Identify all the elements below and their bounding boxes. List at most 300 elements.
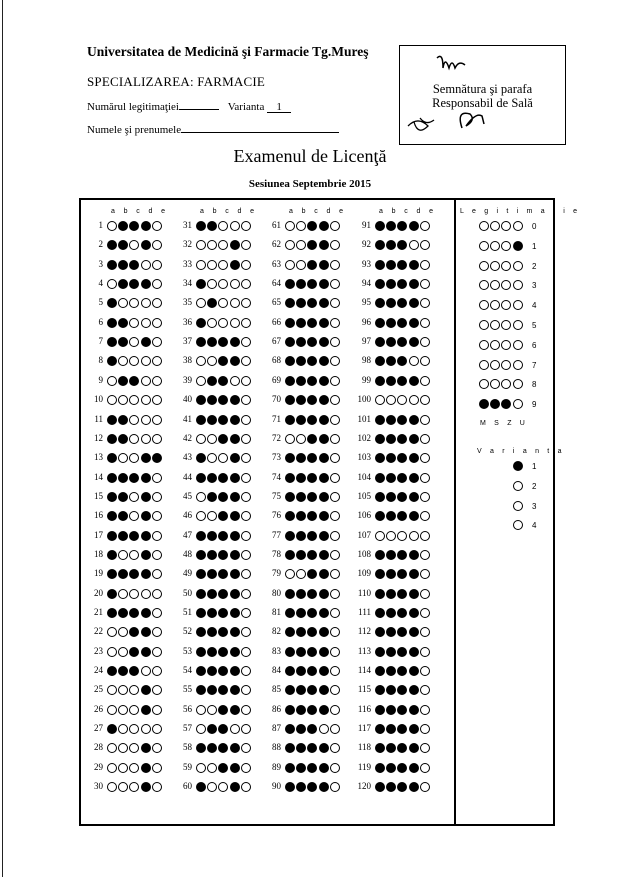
answer-bubble-a[interactable] xyxy=(196,666,206,676)
answer-bubble-d[interactable] xyxy=(141,298,151,308)
answer-bubble-a[interactable] xyxy=(375,666,385,676)
answer-bubble-e[interactable] xyxy=(152,221,162,231)
answer-bubble-b[interactable] xyxy=(296,415,306,425)
answer-bubble-d[interactable] xyxy=(319,705,329,715)
legitimatie-bubble[interactable] xyxy=(513,221,523,231)
answer-bubble-e[interactable] xyxy=(152,279,162,289)
legitimatie-bubble[interactable] xyxy=(513,241,523,251)
answer-bubble-e[interactable] xyxy=(241,782,251,792)
answer-bubble-b[interactable] xyxy=(207,260,217,270)
varianta-bubble[interactable] xyxy=(513,481,523,491)
answer-bubble-a[interactable] xyxy=(196,221,206,231)
answer-bubble-d[interactable] xyxy=(230,589,240,599)
legitimatie-bubble[interactable] xyxy=(479,340,489,350)
answer-bubble-a[interactable] xyxy=(107,705,117,715)
answer-bubble-d[interactable] xyxy=(230,415,240,425)
answer-bubble-a[interactable] xyxy=(107,221,117,231)
answer-bubble-a[interactable] xyxy=(107,415,117,425)
answer-bubble-a[interactable] xyxy=(285,376,295,386)
answer-bubble-d[interactable] xyxy=(409,395,419,405)
answer-bubble-d[interactable] xyxy=(141,531,151,541)
varianta-bubble[interactable] xyxy=(513,501,523,511)
answer-bubble-a[interactable] xyxy=(375,647,385,657)
answer-bubble-e[interactable] xyxy=(330,647,340,657)
answer-bubble-b[interactable] xyxy=(296,531,306,541)
answer-bubble-e[interactable] xyxy=(330,376,340,386)
answer-bubble-e[interactable] xyxy=(330,531,340,541)
answer-bubble-d[interactable] xyxy=(319,608,329,618)
answer-bubble-b[interactable] xyxy=(207,376,217,386)
answer-bubble-e[interactable] xyxy=(241,415,251,425)
answer-bubble-d[interactable] xyxy=(230,221,240,231)
answer-bubble-d[interactable] xyxy=(409,221,419,231)
answer-bubble-e[interactable] xyxy=(152,550,162,560)
legitimatie-bubble[interactable] xyxy=(479,221,489,231)
answer-bubble-e[interactable] xyxy=(241,473,251,483)
answer-bubble-a[interactable] xyxy=(285,221,295,231)
answer-bubble-d[interactable] xyxy=(230,685,240,695)
answer-bubble-d[interactable] xyxy=(230,627,240,637)
answer-bubble-b[interactable] xyxy=(207,318,217,328)
answer-bubble-d[interactable] xyxy=(141,782,151,792)
answer-bubble-a[interactable] xyxy=(375,550,385,560)
answer-bubble-a[interactable] xyxy=(107,473,117,483)
answer-bubble-e[interactable] xyxy=(420,511,430,521)
answer-bubble-d[interactable] xyxy=(409,724,419,734)
answer-bubble-d[interactable] xyxy=(230,318,240,328)
answer-bubble-b[interactable] xyxy=(386,763,396,773)
answer-bubble-d[interactable] xyxy=(230,453,240,463)
answer-bubble-e[interactable] xyxy=(330,415,340,425)
answer-bubble-e[interactable] xyxy=(152,724,162,734)
answer-bubble-b[interactable] xyxy=(118,647,128,657)
answer-bubble-e[interactable] xyxy=(241,531,251,541)
answer-bubble-e[interactable] xyxy=(420,550,430,560)
answer-bubble-e[interactable] xyxy=(420,453,430,463)
answer-bubble-d[interactable] xyxy=(230,782,240,792)
answer-bubble-b[interactable] xyxy=(296,260,306,270)
answer-bubble-e[interactable] xyxy=(152,608,162,618)
answer-bubble-c[interactable] xyxy=(218,531,228,541)
answer-bubble-e[interactable] xyxy=(152,473,162,483)
answer-bubble-d[interactable] xyxy=(319,337,329,347)
answer-bubble-e[interactable] xyxy=(330,473,340,483)
answer-bubble-d[interactable] xyxy=(230,724,240,734)
answer-bubble-d[interactable] xyxy=(230,666,240,676)
answer-bubble-d[interactable] xyxy=(230,608,240,618)
answer-bubble-e[interactable] xyxy=(152,434,162,444)
answer-bubble-b[interactable] xyxy=(118,415,128,425)
answer-bubble-d[interactable] xyxy=(141,763,151,773)
answer-bubble-e[interactable] xyxy=(241,221,251,231)
answer-bubble-a[interactable] xyxy=(196,279,206,289)
answer-bubble-b[interactable] xyxy=(118,260,128,270)
answer-bubble-e[interactable] xyxy=(152,666,162,676)
answer-bubble-a[interactable] xyxy=(107,492,117,502)
answer-bubble-d[interactable] xyxy=(141,589,151,599)
answer-bubble-e[interactable] xyxy=(152,492,162,502)
answer-bubble-a[interactable] xyxy=(107,279,117,289)
answer-bubble-e[interactable] xyxy=(241,279,251,289)
answer-bubble-d[interactable] xyxy=(319,666,329,676)
answer-bubble-a[interactable] xyxy=(375,705,385,715)
answer-bubble-a[interactable] xyxy=(196,415,206,425)
answer-bubble-e[interactable] xyxy=(420,473,430,483)
answer-bubble-a[interactable] xyxy=(196,434,206,444)
answer-bubble-b[interactable] xyxy=(296,589,306,599)
answer-bubble-d[interactable] xyxy=(141,395,151,405)
answer-bubble-d[interactable] xyxy=(319,550,329,560)
answer-bubble-c[interactable] xyxy=(218,473,228,483)
answer-bubble-a[interactable] xyxy=(375,279,385,289)
answer-bubble-d[interactable] xyxy=(409,260,419,270)
answer-bubble-b[interactable] xyxy=(118,589,128,599)
legitimatie-bubble[interactable] xyxy=(513,340,523,350)
answer-bubble-e[interactable] xyxy=(241,453,251,463)
answer-bubble-c[interactable] xyxy=(218,415,228,425)
answer-bubble-d[interactable] xyxy=(141,511,151,521)
answer-bubble-a[interactable] xyxy=(375,531,385,541)
answer-bubble-d[interactable] xyxy=(409,782,419,792)
legitimatie-bubble[interactable] xyxy=(501,360,511,370)
answer-bubble-b[interactable] xyxy=(386,260,396,270)
answer-bubble-b[interactable] xyxy=(386,647,396,657)
answer-bubble-d[interactable] xyxy=(409,589,419,599)
answer-bubble-d[interactable] xyxy=(230,240,240,250)
answer-bubble-a[interactable] xyxy=(196,531,206,541)
answer-bubble-a[interactable] xyxy=(375,318,385,328)
answer-bubble-b[interactable] xyxy=(118,473,128,483)
legitimatie-bubble[interactable] xyxy=(513,261,523,271)
answer-bubble-e[interactable] xyxy=(420,221,430,231)
answer-bubble-b[interactable] xyxy=(386,415,396,425)
answer-bubble-d[interactable] xyxy=(319,240,329,250)
answer-bubble-b[interactable] xyxy=(296,647,306,657)
answer-bubble-c[interactable] xyxy=(397,473,407,483)
answer-bubble-e[interactable] xyxy=(420,376,430,386)
answer-bubble-d[interactable] xyxy=(319,298,329,308)
answer-bubble-b[interactable] xyxy=(386,434,396,444)
answer-bubble-d[interactable] xyxy=(319,569,329,579)
answer-bubble-a[interactable] xyxy=(107,531,117,541)
answer-bubble-d[interactable] xyxy=(409,608,419,618)
answer-bubble-a[interactable] xyxy=(285,473,295,483)
answer-bubble-d[interactable] xyxy=(409,415,419,425)
answer-bubble-d[interactable] xyxy=(141,627,151,637)
name-field[interactable] xyxy=(181,121,339,133)
answer-bubble-b[interactable] xyxy=(118,318,128,328)
answer-bubble-b[interactable] xyxy=(296,705,306,715)
answer-bubble-b[interactable] xyxy=(207,434,217,444)
answer-bubble-a[interactable] xyxy=(375,260,385,270)
answer-bubble-e[interactable] xyxy=(152,395,162,405)
answer-bubble-d[interactable] xyxy=(319,763,329,773)
answer-bubble-e[interactable] xyxy=(241,337,251,347)
answer-bubble-e[interactable] xyxy=(152,647,162,657)
answer-bubble-d[interactable] xyxy=(409,298,419,308)
answer-bubble-e[interactable] xyxy=(241,763,251,773)
answer-bubble-c[interactable] xyxy=(307,473,317,483)
answer-bubble-e[interactable] xyxy=(241,608,251,618)
answer-bubble-e[interactable] xyxy=(330,260,340,270)
answer-bubble-d[interactable] xyxy=(319,589,329,599)
answer-bubble-d[interactable] xyxy=(230,647,240,657)
answer-bubble-b[interactable] xyxy=(207,705,217,715)
answer-bubble-d[interactable] xyxy=(319,453,329,463)
answer-bubble-e[interactable] xyxy=(152,705,162,715)
answer-bubble-d[interactable] xyxy=(319,531,329,541)
answer-bubble-e[interactable] xyxy=(330,279,340,289)
answer-bubble-d[interactable] xyxy=(409,550,419,560)
legitimatie-bubble[interactable] xyxy=(479,320,489,330)
answer-bubble-d[interactable] xyxy=(319,260,329,270)
answer-bubble-a[interactable] xyxy=(196,763,206,773)
answer-bubble-d[interactable] xyxy=(409,569,419,579)
answer-bubble-a[interactable] xyxy=(107,589,117,599)
answer-bubble-a[interactable] xyxy=(196,589,206,599)
answer-bubble-d[interactable] xyxy=(319,492,329,502)
answer-bubble-d[interactable] xyxy=(319,434,329,444)
answer-bubble-b[interactable] xyxy=(386,376,396,386)
answer-bubble-c[interactable] xyxy=(397,415,407,425)
answer-bubble-e[interactable] xyxy=(420,279,430,289)
answer-bubble-d[interactable] xyxy=(141,337,151,347)
legitimatie-bubble[interactable] xyxy=(513,379,523,389)
answer-bubble-a[interactable] xyxy=(285,434,295,444)
answer-bubble-a[interactable] xyxy=(196,550,206,560)
answer-bubble-a[interactable] xyxy=(375,492,385,502)
answer-bubble-a[interactable] xyxy=(285,531,295,541)
answer-bubble-e[interactable] xyxy=(420,589,430,599)
answer-bubble-e[interactable] xyxy=(420,531,430,541)
answer-bubble-d[interactable] xyxy=(409,240,419,250)
answer-bubble-e[interactable] xyxy=(152,782,162,792)
answer-bubble-d[interactable] xyxy=(141,647,151,657)
answer-bubble-e[interactable] xyxy=(330,434,340,444)
answer-bubble-a[interactable] xyxy=(196,260,206,270)
answer-bubble-d[interactable] xyxy=(141,376,151,386)
answer-bubble-e[interactable] xyxy=(152,415,162,425)
answer-bubble-d[interactable] xyxy=(141,473,151,483)
answer-bubble-c[interactable] xyxy=(129,415,139,425)
answer-bubble-b[interactable] xyxy=(118,434,128,444)
answer-bubble-e[interactable] xyxy=(152,318,162,328)
answer-bubble-e[interactable] xyxy=(241,724,251,734)
answer-bubble-b[interactable] xyxy=(118,763,128,773)
legitimatie-bubble[interactable] xyxy=(479,261,489,271)
answer-bubble-d[interactable] xyxy=(319,647,329,657)
answer-bubble-d[interactable] xyxy=(319,318,329,328)
answer-bubble-e[interactable] xyxy=(152,337,162,347)
answer-bubble-d[interactable] xyxy=(141,705,151,715)
answer-bubble-c[interactable] xyxy=(129,473,139,483)
answer-bubble-e[interactable] xyxy=(241,550,251,560)
answer-bubble-d[interactable] xyxy=(230,705,240,715)
legitimatie-bubble[interactable] xyxy=(490,241,500,251)
answer-bubble-a[interactable] xyxy=(196,492,206,502)
answer-bubble-d[interactable] xyxy=(230,492,240,502)
answer-bubble-e[interactable] xyxy=(420,647,430,657)
answer-bubble-e[interactable] xyxy=(241,395,251,405)
answer-bubble-d[interactable] xyxy=(141,608,151,618)
answer-bubble-a[interactable] xyxy=(285,550,295,560)
answer-bubble-e[interactable] xyxy=(241,376,251,386)
answer-bubble-d[interactable] xyxy=(230,531,240,541)
answer-bubble-a[interactable] xyxy=(196,705,206,715)
answer-bubble-d[interactable] xyxy=(141,492,151,502)
answer-bubble-d[interactable] xyxy=(141,318,151,328)
answer-bubble-d[interactable] xyxy=(319,724,329,734)
answer-bubble-e[interactable] xyxy=(420,666,430,676)
answer-bubble-d[interactable] xyxy=(230,376,240,386)
answer-bubble-a[interactable] xyxy=(107,666,117,676)
answer-bubble-e[interactable] xyxy=(152,376,162,386)
answer-bubble-e[interactable] xyxy=(330,782,340,792)
answer-bubble-b[interactable] xyxy=(296,473,306,483)
answer-bubble-a[interactable] xyxy=(107,550,117,560)
legitimatie-bubble[interactable] xyxy=(490,261,500,271)
answer-bubble-c[interactable] xyxy=(307,531,317,541)
answer-bubble-e[interactable] xyxy=(241,260,251,270)
answer-bubble-d[interactable] xyxy=(409,492,419,502)
answer-bubble-d[interactable] xyxy=(319,415,329,425)
answer-bubble-e[interactable] xyxy=(330,608,340,618)
answer-bubble-a[interactable] xyxy=(196,647,206,657)
answer-bubble-e[interactable] xyxy=(330,589,340,599)
answer-bubble-e[interactable] xyxy=(330,763,340,773)
legitimatie-bubble[interactable] xyxy=(490,340,500,350)
answer-bubble-a[interactable] xyxy=(285,279,295,289)
answer-bubble-b[interactable] xyxy=(207,415,217,425)
answer-bubble-d[interactable] xyxy=(230,298,240,308)
answer-bubble-a[interactable] xyxy=(375,763,385,773)
answer-bubble-a[interactable] xyxy=(196,318,206,328)
answer-bubble-b[interactable] xyxy=(207,531,217,541)
answer-bubble-d[interactable] xyxy=(230,260,240,270)
answer-bubble-b[interactable] xyxy=(386,589,396,599)
answer-bubble-e[interactable] xyxy=(241,492,251,502)
answer-bubble-d[interactable] xyxy=(409,473,419,483)
answer-bubble-a[interactable] xyxy=(285,260,295,270)
answer-bubble-e[interactable] xyxy=(241,666,251,676)
answer-bubble-e[interactable] xyxy=(330,221,340,231)
answer-bubble-e[interactable] xyxy=(152,260,162,270)
answer-bubble-e[interactable] xyxy=(152,453,162,463)
answer-bubble-a[interactable] xyxy=(375,608,385,618)
answer-bubble-d[interactable] xyxy=(230,434,240,444)
answer-bubble-b[interactable] xyxy=(118,376,128,386)
answer-bubble-b[interactable] xyxy=(118,531,128,541)
answer-bubble-d[interactable] xyxy=(141,666,151,676)
answer-bubble-a[interactable] xyxy=(285,647,295,657)
answer-bubble-b[interactable] xyxy=(296,318,306,328)
answer-bubble-b[interactable] xyxy=(296,763,306,773)
answer-bubble-e[interactable] xyxy=(330,337,340,347)
answer-bubble-d[interactable] xyxy=(319,782,329,792)
answer-bubble-e[interactable] xyxy=(420,395,430,405)
answer-bubble-e[interactable] xyxy=(330,511,340,521)
answer-bubble-d[interactable] xyxy=(141,453,151,463)
answer-bubble-a[interactable] xyxy=(107,376,117,386)
answer-bubble-e[interactable] xyxy=(152,511,162,521)
answer-bubble-e[interactable] xyxy=(420,724,430,734)
answer-bubble-a[interactable] xyxy=(285,666,295,676)
answer-bubble-d[interactable] xyxy=(319,395,329,405)
answer-bubble-d[interactable] xyxy=(141,260,151,270)
legitimatie-bubble[interactable] xyxy=(479,241,489,251)
answer-bubble-b[interactable] xyxy=(207,473,217,483)
answer-bubble-d[interactable] xyxy=(319,627,329,637)
answer-bubble-d[interactable] xyxy=(409,763,419,773)
answer-bubble-d[interactable] xyxy=(409,453,419,463)
answer-bubble-a[interactable] xyxy=(285,608,295,618)
answer-bubble-b[interactable] xyxy=(296,434,306,444)
answer-bubble-a[interactable] xyxy=(107,763,117,773)
answer-bubble-e[interactable] xyxy=(330,318,340,328)
answer-bubble-d[interactable] xyxy=(319,511,329,521)
answer-bubble-d[interactable] xyxy=(409,627,419,637)
answer-bubble-d[interactable] xyxy=(230,395,240,405)
answer-bubble-d[interactable] xyxy=(409,318,419,328)
answer-bubble-e[interactable] xyxy=(330,666,340,676)
legitimatie-bubble[interactable] xyxy=(490,360,500,370)
answer-bubble-e[interactable] xyxy=(420,318,430,328)
answer-bubble-e[interactable] xyxy=(420,337,430,347)
answer-bubble-d[interactable] xyxy=(409,511,419,521)
answer-bubble-d[interactable] xyxy=(141,685,151,695)
answer-bubble-d[interactable] xyxy=(141,279,151,289)
answer-bubble-a[interactable] xyxy=(107,318,117,328)
answer-bubble-d[interactable] xyxy=(141,221,151,231)
answer-bubble-e[interactable] xyxy=(420,608,430,618)
answer-bubble-b[interactable] xyxy=(296,376,306,386)
answer-bubble-a[interactable] xyxy=(285,589,295,599)
answer-bubble-b[interactable] xyxy=(207,763,217,773)
answer-bubble-e[interactable] xyxy=(152,531,162,541)
varianta-bubble[interactable] xyxy=(513,461,523,471)
answer-bubble-e[interactable] xyxy=(420,782,430,792)
answer-bubble-c[interactable] xyxy=(129,531,139,541)
answer-bubble-a[interactable] xyxy=(196,608,206,618)
answer-bubble-d[interactable] xyxy=(230,550,240,560)
answer-bubble-a[interactable] xyxy=(285,763,295,773)
answer-bubble-a[interactable] xyxy=(375,589,385,599)
legitimatie-bubble[interactable] xyxy=(513,360,523,370)
answer-bubble-c[interactable] xyxy=(397,531,407,541)
answer-bubble-a[interactable] xyxy=(107,434,117,444)
answer-bubble-e[interactable] xyxy=(241,647,251,657)
answer-bubble-e[interactable] xyxy=(420,434,430,444)
answer-bubble-d[interactable] xyxy=(141,434,151,444)
answer-bubble-d[interactable] xyxy=(319,221,329,231)
answer-bubble-b[interactable] xyxy=(207,647,217,657)
answer-bubble-d[interactable] xyxy=(141,550,151,560)
answer-bubble-d[interactable] xyxy=(141,415,151,425)
legitimatie-bubble[interactable] xyxy=(513,280,523,290)
legitimatie-bubble[interactable] xyxy=(479,360,489,370)
answer-bubble-a[interactable] xyxy=(285,705,295,715)
answer-bubble-d[interactable] xyxy=(319,473,329,483)
answer-bubble-a[interactable] xyxy=(196,473,206,483)
answer-bubble-e[interactable] xyxy=(152,763,162,773)
answer-bubble-a[interactable] xyxy=(375,415,385,425)
answer-bubble-e[interactable] xyxy=(330,705,340,715)
answer-bubble-d[interactable] xyxy=(141,569,151,579)
answer-bubble-a[interactable] xyxy=(285,492,295,502)
answer-bubble-e[interactable] xyxy=(241,511,251,521)
answer-bubble-d[interactable] xyxy=(141,240,151,250)
answer-bubble-b[interactable] xyxy=(386,531,396,541)
